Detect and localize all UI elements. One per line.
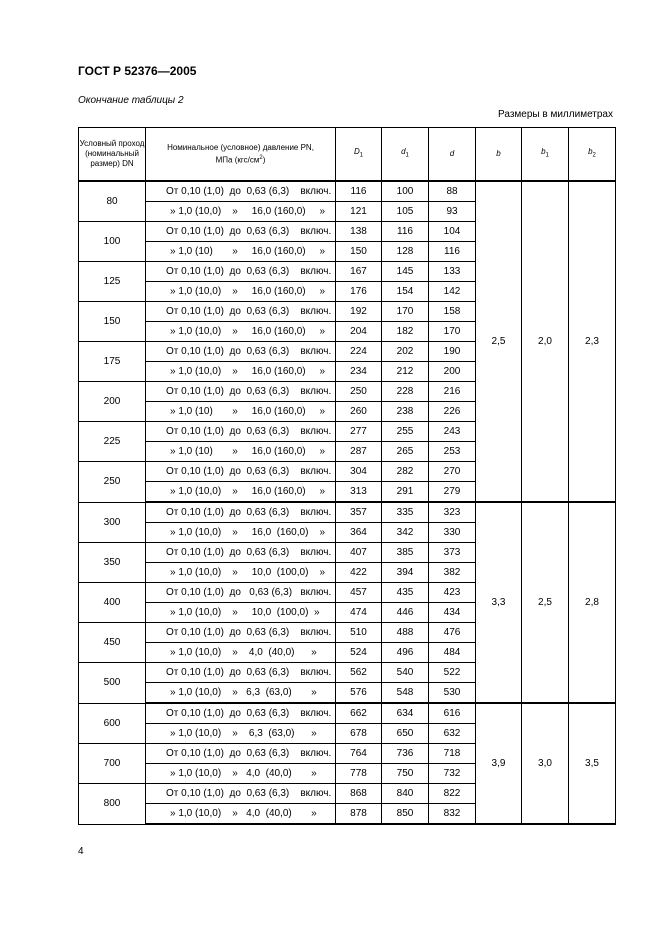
pn-range-cell: От 0,10 (1,0) до 0,63 (6,3) включ. bbox=[146, 623, 336, 643]
pn-range-cell: От 0,10 (1,0) до 0,63 (6,3) включ. bbox=[146, 703, 336, 724]
value-b1-cell: 2,5 bbox=[522, 502, 569, 703]
value-D1-cell: 138 bbox=[336, 222, 382, 242]
value-d-cell: 616 bbox=[429, 703, 476, 724]
col-pn-c: ) bbox=[262, 155, 266, 165]
value-d1-cell: 170 bbox=[382, 302, 429, 322]
value-d-cell: 200 bbox=[429, 362, 476, 382]
value-d1-cell: 128 bbox=[382, 242, 429, 262]
value-d-cell: 253 bbox=[429, 442, 476, 462]
value-d-cell: 243 bbox=[429, 422, 476, 442]
dn-cell: 200 bbox=[79, 382, 146, 422]
value-d-cell: 116 bbox=[429, 242, 476, 262]
pn-range-cell: » 1,0 (10,0) » 16,0 (160,0) » bbox=[146, 362, 336, 382]
value-d-cell: 476 bbox=[429, 623, 476, 643]
dn-cell: 600 bbox=[79, 703, 146, 744]
value-D1-cell: 176 bbox=[336, 282, 382, 302]
value-d-cell: 88 bbox=[429, 181, 476, 202]
value-D1-cell: 167 bbox=[336, 262, 382, 282]
value-d-cell: 330 bbox=[429, 523, 476, 543]
value-d-cell: 158 bbox=[429, 302, 476, 322]
value-D1-cell: 457 bbox=[336, 583, 382, 603]
value-d1-cell: 850 bbox=[382, 804, 429, 825]
col-dn: Условный проход (номинальный размер) DN bbox=[79, 128, 146, 182]
value-d1-cell: 202 bbox=[382, 342, 429, 362]
value-D1-cell: 357 bbox=[336, 502, 382, 523]
value-d-cell: 190 bbox=[429, 342, 476, 362]
value-d1-cell: 840 bbox=[382, 784, 429, 804]
col-b2-sub: 2 bbox=[592, 152, 596, 159]
col-pn bbox=[146, 128, 336, 182]
dn-cell: 80 bbox=[79, 181, 146, 222]
pn-range-cell: » 1,0 (10) » 16,0 (160,0) » bbox=[146, 402, 336, 422]
pn-range-cell: » 1,0 (10,0) » 16,0 (160,0) » bbox=[146, 523, 336, 543]
value-d1-cell: 736 bbox=[382, 744, 429, 764]
value-d-cell: 142 bbox=[429, 282, 476, 302]
value-d-cell: 484 bbox=[429, 643, 476, 663]
value-d1-cell: 634 bbox=[382, 703, 429, 724]
value-b2-cell: 2,8 bbox=[569, 502, 616, 703]
value-d1-cell: 750 bbox=[382, 764, 429, 784]
pn-range-cell: От 0,10 (1,0) до 0,63 (6,3) включ. bbox=[146, 181, 336, 202]
col-pn-sup: 2 bbox=[259, 154, 263, 161]
value-d1-cell: 496 bbox=[382, 643, 429, 663]
dn-cell: 350 bbox=[79, 543, 146, 583]
value-d-cell: 832 bbox=[429, 804, 476, 825]
value-D1-cell: 234 bbox=[336, 362, 382, 382]
pn-range-cell: » 1,0 (10,0) » 4,0 (40,0) » bbox=[146, 764, 336, 784]
value-D1-cell: 116 bbox=[336, 181, 382, 202]
value-D1-cell: 313 bbox=[336, 482, 382, 503]
value-d1-cell: 385 bbox=[382, 543, 429, 563]
value-D1-cell: 277 bbox=[336, 422, 382, 442]
pn-range-cell: » 1,0 (10,0) » 6,3 (63,0) » bbox=[146, 724, 336, 744]
value-D1-cell: 204 bbox=[336, 322, 382, 342]
pn-range-cell: От 0,10 (1,0) до 0,63 (6,3) включ. bbox=[146, 744, 336, 764]
value-d1-cell: 342 bbox=[382, 523, 429, 543]
value-d-cell: 522 bbox=[429, 663, 476, 683]
col-b bbox=[476, 128, 522, 182]
col-b2 bbox=[569, 128, 616, 182]
value-d1-cell: 650 bbox=[382, 724, 429, 744]
value-D1-cell: 678 bbox=[336, 724, 382, 744]
value-D1-cell: 878 bbox=[336, 804, 382, 825]
dn-cell: 300 bbox=[79, 502, 146, 543]
pn-range-cell: От 0,10 (1,0) до 0,63 (6,3) включ. bbox=[146, 422, 336, 442]
col-d1-sub: 1 bbox=[405, 152, 409, 159]
value-d-cell: 133 bbox=[429, 262, 476, 282]
dn-cell: 500 bbox=[79, 663, 146, 704]
col-b-symbol: b bbox=[496, 149, 501, 158]
col-d bbox=[429, 128, 476, 182]
value-d-cell: 382 bbox=[429, 563, 476, 583]
value-d1-cell: 238 bbox=[382, 402, 429, 422]
dn-cell: 225 bbox=[79, 422, 146, 462]
value-d1-cell: 100 bbox=[382, 181, 429, 202]
value-D1-cell: 764 bbox=[336, 744, 382, 764]
value-d1-cell: 228 bbox=[382, 382, 429, 402]
value-b-cell: 3,3 bbox=[476, 502, 522, 703]
units-note: Размеры в миллиметрах bbox=[498, 109, 613, 120]
value-D1-cell: 562 bbox=[336, 663, 382, 683]
pn-range-cell: От 0,10 (1,0) до 0,63 (6,3) включ. bbox=[146, 342, 336, 362]
value-D1-cell: 474 bbox=[336, 603, 382, 623]
col-D1-symbol: D bbox=[353, 147, 360, 157]
col-b1-sub: 1 bbox=[545, 152, 549, 159]
pn-range-cell: » 1,0 (10,0) » 10,0 (100,0) » bbox=[146, 563, 336, 583]
pn-range-cell: От 0,10 (1,0) до 0,63 (6,3) включ. bbox=[146, 583, 336, 603]
pn-range-cell: » 1,0 (10,0) » 6,3 (63,0) » bbox=[146, 683, 336, 704]
dn-cell: 175 bbox=[79, 342, 146, 382]
pn-range-cell: » 1,0 (10,0) » 10,0 (100,0) » bbox=[146, 603, 336, 623]
pn-range-cell: От 0,10 (1,0) до 0,63 (6,3) включ. bbox=[146, 543, 336, 563]
standard-header: ГОСТ Р 52376—2005 bbox=[78, 64, 197, 78]
dn-cell: 400 bbox=[79, 583, 146, 623]
dn-cell: 800 bbox=[79, 784, 146, 825]
pn-range-cell: » 1,0 (10) » 16,0 (160,0) » bbox=[146, 242, 336, 262]
pn-range-cell: От 0,10 (1,0) до 0,63 (6,3) включ. bbox=[146, 784, 336, 804]
table-row bbox=[79, 181, 616, 202]
pn-range-cell: » 1,0 (10,0) » 4,0 (40,0) » bbox=[146, 804, 336, 825]
value-d-cell: 373 bbox=[429, 543, 476, 563]
col-pn-b: МПа (кгс/см bbox=[215, 155, 260, 165]
value-d1-cell: 265 bbox=[382, 442, 429, 462]
value-D1-cell: 224 bbox=[336, 342, 382, 362]
value-d1-cell: 105 bbox=[382, 202, 429, 222]
value-d-cell: 226 bbox=[429, 402, 476, 422]
pn-range-cell: От 0,10 (1,0) до 0,63 (6,3) включ. bbox=[146, 382, 336, 402]
value-d-cell: 279 bbox=[429, 482, 476, 503]
value-b-cell: 3,9 bbox=[476, 703, 522, 824]
table-row bbox=[79, 502, 616, 523]
pn-range-cell: От 0,10 (1,0) до 0,63 (6,3) включ. bbox=[146, 502, 336, 523]
value-D1-cell: 510 bbox=[336, 623, 382, 643]
value-d-cell: 632 bbox=[429, 724, 476, 744]
dn-cell: 700 bbox=[79, 744, 146, 784]
value-d-cell: 718 bbox=[429, 744, 476, 764]
value-b-cell: 2,5 bbox=[476, 181, 522, 502]
col-pn-a: Номинальное (условное) давление PN, bbox=[167, 142, 314, 152]
value-d1-cell: 145 bbox=[382, 262, 429, 282]
value-b1-cell: 2,0 bbox=[522, 181, 569, 502]
table-caption: Окончание таблицы 2 bbox=[78, 95, 184, 106]
value-D1-cell: 524 bbox=[336, 643, 382, 663]
pn-range-cell: От 0,10 (1,0) до 0,63 (6,3) включ. bbox=[146, 302, 336, 322]
dn-cell: 125 bbox=[79, 262, 146, 302]
pn-range-cell: » 1,0 (10,0) » 16,0 (160,0) » bbox=[146, 202, 336, 222]
col-b1 bbox=[522, 128, 569, 182]
value-d1-cell: 154 bbox=[382, 282, 429, 302]
col-D1-sub: 1 bbox=[359, 152, 364, 159]
value-D1-cell: 250 bbox=[336, 382, 382, 402]
dn-cell: 250 bbox=[79, 462, 146, 503]
col-d1 bbox=[382, 128, 429, 182]
value-d-cell: 434 bbox=[429, 603, 476, 623]
value-D1-cell: 287 bbox=[336, 442, 382, 462]
value-b2-cell: 2,3 bbox=[569, 181, 616, 502]
value-d1-cell: 548 bbox=[382, 683, 429, 704]
col-d1-symbol: d bbox=[401, 147, 406, 157]
col-b2-symbol: b bbox=[588, 147, 593, 157]
table-body bbox=[79, 181, 616, 824]
dn-cell: 450 bbox=[79, 623, 146, 663]
value-D1-cell: 407 bbox=[336, 543, 382, 563]
value-d1-cell: 182 bbox=[382, 322, 429, 342]
pn-range-cell: » 1,0 (10,0) » 16,0 (160,0) » bbox=[146, 482, 336, 503]
value-d1-cell: 435 bbox=[382, 583, 429, 603]
value-d1-cell: 291 bbox=[382, 482, 429, 503]
value-D1-cell: 576 bbox=[336, 683, 382, 704]
value-d1-cell: 394 bbox=[382, 563, 429, 583]
value-d-cell: 216 bbox=[429, 382, 476, 402]
value-D1-cell: 304 bbox=[336, 462, 382, 482]
value-b2-cell: 3,5 bbox=[569, 703, 616, 824]
value-d1-cell: 116 bbox=[382, 222, 429, 242]
value-d1-cell: 255 bbox=[382, 422, 429, 442]
col-d-symbol: d bbox=[449, 149, 455, 158]
value-D1-cell: 150 bbox=[336, 242, 382, 262]
value-d1-cell: 488 bbox=[382, 623, 429, 643]
pn-range-cell: От 0,10 (1,0) до 0,63 (6,3) включ. bbox=[146, 262, 336, 282]
pn-range-cell: » 1,0 (10) » 16,0 (160,0) » bbox=[146, 442, 336, 462]
value-d1-cell: 335 bbox=[382, 502, 429, 523]
pn-range-cell: От 0,10 (1,0) до 0,63 (6,3) включ. bbox=[146, 663, 336, 683]
value-d-cell: 423 bbox=[429, 583, 476, 603]
dn-cell: 100 bbox=[79, 222, 146, 262]
value-d-cell: 822 bbox=[429, 784, 476, 804]
value-D1-cell: 662 bbox=[336, 703, 382, 724]
value-d1-cell: 540 bbox=[382, 663, 429, 683]
value-D1-cell: 364 bbox=[336, 523, 382, 543]
value-d1-cell: 282 bbox=[382, 462, 429, 482]
col-D1 bbox=[336, 128, 382, 182]
value-D1-cell: 868 bbox=[336, 784, 382, 804]
value-d-cell: 270 bbox=[429, 462, 476, 482]
dimensions-table bbox=[78, 127, 616, 825]
value-b1-cell: 3,0 bbox=[522, 703, 569, 824]
value-D1-cell: 778 bbox=[336, 764, 382, 784]
value-D1-cell: 422 bbox=[336, 563, 382, 583]
value-d-cell: 732 bbox=[429, 764, 476, 784]
dn-cell: 150 bbox=[79, 302, 146, 342]
value-D1-cell: 121 bbox=[336, 202, 382, 222]
value-d-cell: 93 bbox=[429, 202, 476, 222]
page-number: 4 bbox=[78, 846, 84, 857]
pn-range-cell: От 0,10 (1,0) до 0,63 (6,3) включ. bbox=[146, 222, 336, 242]
value-d-cell: 170 bbox=[429, 322, 476, 342]
pn-range-cell: От 0,10 (1,0) до 0,63 (6,3) включ. bbox=[146, 462, 336, 482]
col-b1-symbol: b bbox=[541, 147, 546, 157]
value-d-cell: 323 bbox=[429, 502, 476, 523]
pn-range-cell: » 1,0 (10,0) » 16,0 (160,0) » bbox=[146, 282, 336, 302]
value-d1-cell: 212 bbox=[382, 362, 429, 382]
pn-range-cell: » 1,0 (10,0) » 4,0 (40,0) » bbox=[146, 643, 336, 663]
value-d-cell: 530 bbox=[429, 683, 476, 704]
pn-range-cell: » 1,0 (10,0) » 16,0 (160,0) » bbox=[146, 322, 336, 342]
table-row bbox=[79, 703, 616, 724]
value-d1-cell: 446 bbox=[382, 603, 429, 623]
value-D1-cell: 192 bbox=[336, 302, 382, 322]
value-D1-cell: 260 bbox=[336, 402, 382, 422]
value-d-cell: 104 bbox=[429, 222, 476, 242]
